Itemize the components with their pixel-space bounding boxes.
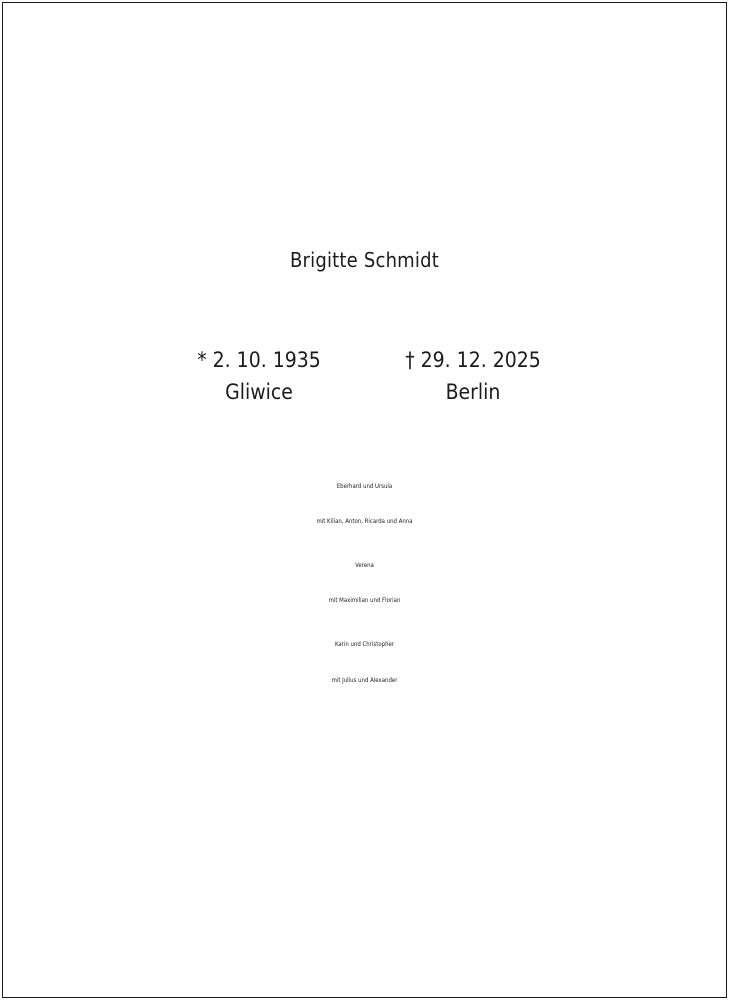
life-dates — [3, 344, 726, 404]
family-line-4: mit Maximilian und Florian — [328, 597, 401, 604]
death-column — [373, 344, 573, 408]
deceased-name: Brigitte Schmidt — [290, 248, 439, 272]
family-line-6: mit Julius und Alexander — [331, 677, 398, 684]
death-date: † 29. 12. 2025 — [405, 348, 541, 372]
family-line-1: Eberhard und Ursula — [336, 483, 393, 490]
intro-line-2 — [3, 93, 726, 119]
family-line-3: Verena — [355, 562, 374, 569]
death-place: Berlin — [445, 380, 501, 404]
intro-line-1 — [3, 65, 726, 91]
birth-place: Gliwice — [225, 380, 293, 404]
intro-line-3 — [3, 120, 726, 146]
birth-date: * 2. 10. 1935 — [197, 348, 321, 372]
birth-column — [159, 344, 359, 408]
family-line-5: Karin und Christopher — [334, 641, 395, 648]
family-line-2: mit Kilian, Anton, Ricarda und Anna — [316, 518, 413, 525]
obituary-frame — [2, 2, 727, 998]
